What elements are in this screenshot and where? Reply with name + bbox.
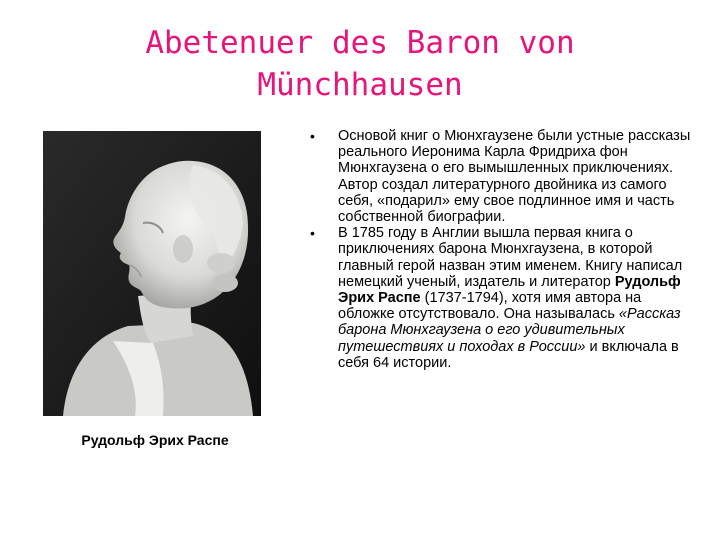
book-title: «Рассказ барона Мюнхгаузена о его удивительных путешествиях и походах в России»	[338, 306, 681, 355]
bullet-text-2-start: В 1785 году в Англии вышла первая книга о приключениях барона Мюнхгаузена, в которой главный герой назван этим именем. Книгу написал немецкий ученый, издатель и литератор	[338, 225, 683, 290]
title-line-2: Münchhausen	[257, 67, 463, 103]
bullet-item-1	[300, 128, 700, 225]
bullet-marker: •	[310, 225, 315, 242]
title-line-1: Abetenuer des Baron von	[145, 25, 575, 61]
relief-profile-icon	[43, 131, 261, 416]
slide-title	[60, 22, 660, 106]
bullet-list	[300, 128, 700, 371]
bullet-text-2-end: и включала в себя 64 истории.	[338, 338, 679, 371]
author-name: Рудольф Эрих Распе	[338, 273, 681, 307]
bullet-text-2-middle: (1737-1794), хотя имя автора на обложке отсутствовало. Она называлась	[338, 290, 642, 323]
portrait-image	[43, 131, 261, 416]
bullet-marker: •	[310, 128, 315, 144]
bullet-text-1: Основой книг о Мюнхгаузене были устные рассказы реального Иеронима Карла Фридриха фон Мюнхгаузена о его вымышленных приключениях. Автор создал литературного двойника из самого себя, «подарил» ему свое подлинное имя и часть собственной биографии.	[338, 128, 691, 226]
portrait-caption: Рудольф Эрих Распе	[81, 432, 229, 448]
bullet-item-2	[300, 225, 700, 371]
